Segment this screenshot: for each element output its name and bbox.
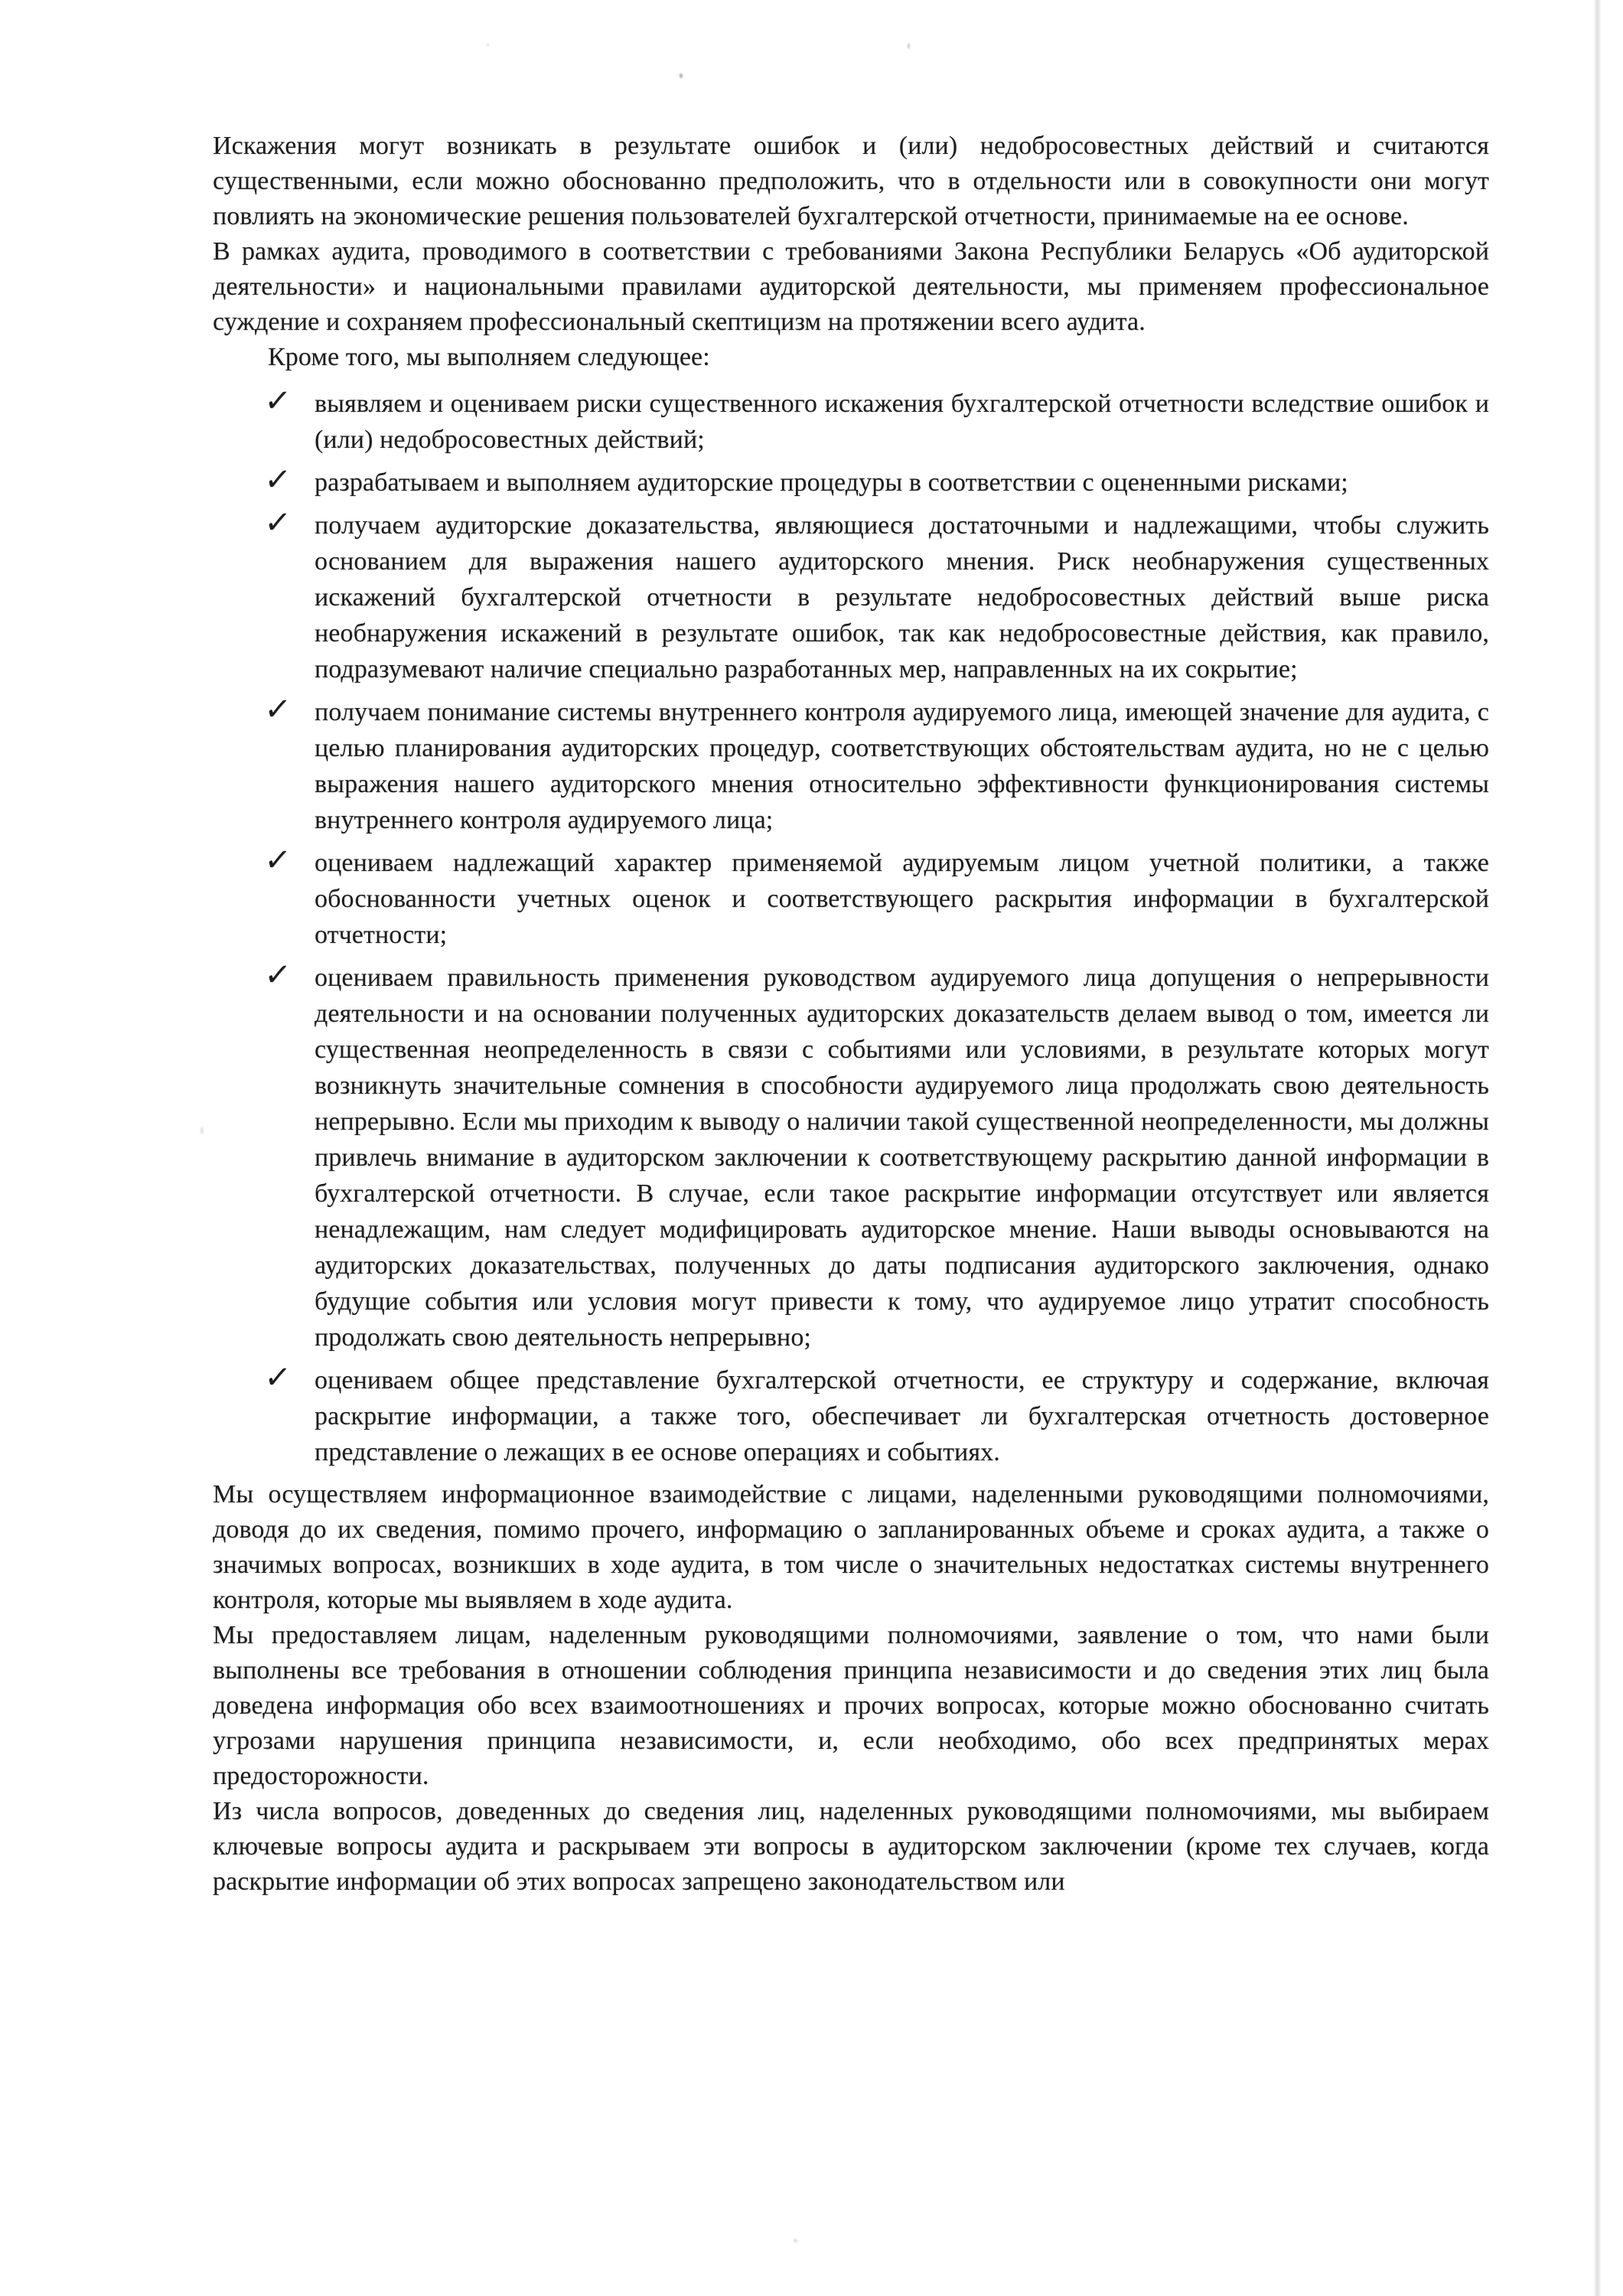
checkmark-icon: ✓ [262, 383, 293, 419]
checkmark-icon: ✓ [262, 957, 293, 993]
checkmark-icon: ✓ [262, 505, 293, 540]
bullet-text: оцениваем правильность применения руководством аудируемого лица допущения о непрерывности деятельности и на основании полученных аудиторских доказательств делаем вывод о том, имеется ли существенная неопределенность в связи с событиями или условиями, в результате которых могут возникнуть значительные сомнения в способности аудируемого лица продолжать свою деятельность непрерывно. Если мы приходим к выводу о наличии такой существенной неопределенности, мы должны привлечь внимание в аудиторском заключении к соответствующему раскрытию данной информации в бухгалтерской отчетности. В случае, если такое раскрытие информации отсутствует или является ненадлежащим, нам следует модифицировать аудиторское мнение. Наши выводы основываются на аудиторских доказательствах, полученных до даты подписания аудиторского заключения, однако будущие события или условия могут привести к тому, что аудируемое лицо утратит способность продолжать свою деятельность непрерывно; [314, 964, 1489, 1352]
scan-speck [487, 44, 489, 46]
scan-speck [680, 73, 683, 78]
checkmark-icon: ✓ [262, 1360, 293, 1395]
scan-speck [268, 220, 272, 223]
bullet-text: получаем понимание системы внутреннего контроля аудируемого лица, имеющей значение для аудита, с целью планирования аудиторских процедур, соответствующих обстоятельствам аудита, но не с целью выражения нашего аудиторского мнения относительно эффективности функционирования системы внутреннего контроля аудируемого лица; [314, 698, 1489, 834]
scan-speck [200, 1127, 204, 1134]
bullet-list [213, 383, 1489, 1470]
bullet-item-procedures [213, 462, 1489, 501]
paragraph-misstatements: Искажения могут возникать в результате ошибок и (или) недобросовестных действий и считаются существенными, если можно обоснованно предположить, что в отдельности или в совокупности они могут повлиять на экономические решения пользователей бухгалтерской отчетности, принимаемые на ее основе. [213, 132, 1489, 230]
scan-speck [794, 2239, 797, 2242]
paragraph-independence-statement: Мы предоставляем лицам, наделенным руководящими полномочиями, заявление о том, что нами были выполнены все требования в отношении соблюдения принципа независимости и до сведения этих лиц была доведена информация обо всех взаимоотношениях и прочих вопросах, которые можно обоснованно считать угрозами нарушения принципа независимости, и, если необходимо, обо всех предпринятых мерах предосторожности. [213, 1621, 1489, 1790]
bullet-text: разрабатываем и выполняем аудиторские процедуры в соответствии с оцененными рисками; [314, 468, 1348, 497]
bullet-item-accounting-policy [213, 845, 1489, 953]
bullet-item-internal-control [213, 694, 1489, 838]
checkmark-icon: ✓ [262, 843, 293, 878]
paragraph-key-audit-matters: Из числа вопросов, доведенных до сведения лиц, наделенных руководящими полномочиями, мы выбираем ключевые вопросы аудита и раскрываем эти вопросы в аудиторском заключении (кроме тех случаев, когда раскрытие информации об этих вопросах запрещено законодательством или [213, 1797, 1489, 1896]
bullet-item-evidence [213, 507, 1489, 687]
bullet-text: получаем аудиторские доказательства, являющиеся достаточными и надлежащими, чтобы служить основанием для выражения нашего аудиторского мнения. Риск необнаружения существенных искажений бухгалтерской отчетности в результате недобросовестных действий выше риска необнаружения искажений в результате ошибок, так как недобросовестные действия, как правило, подразумевают наличие специально разработанных мер, направленных на их сокрытие; [314, 511, 1489, 683]
bullet-text: выявляем и оцениваем риски существенного искажения бухгалтерской отчетности вследствие ошибок и (или) недобросовестных действий; [314, 390, 1489, 454]
checkmark-icon: ✓ [262, 462, 293, 497]
bullet-item-identify-risks [213, 383, 1489, 458]
checkmark-icon: ✓ [262, 692, 293, 727]
bullet-item-overall-presentation [213, 1362, 1489, 1470]
bullet-text: оцениваем общее представление бухгалтерской отчетности, ее структуру и содержание, включая раскрытие информации, а также того, обеспечивает ли бухгалтерская отчетность достоверное представление о лежащих в ее основе операциях и событиях. [314, 1366, 1489, 1466]
page-content [213, 129, 1489, 1900]
bullet-item-going-concern [213, 957, 1489, 1355]
paragraph-list-intro: Кроме того, мы выполняем следующее: [268, 343, 710, 371]
paragraph-communication: Мы осуществляем информационное взаимодействие с лицами, наделенными руководящими полномочиями, доводя до их сведения, помимо прочего, информацию о запланированных объеме и сроках аудита, а также о значимых вопросах, возникших в ходе аудита, в том числе о значительных недостатках системы внутреннего контроля, которые мы выявляем в ходе аудита. [213, 1480, 1489, 1614]
scan-speck [908, 43, 910, 49]
bullet-text: оцениваем надлежащий характер применяемой аудируемым лицом учетной политики, а также обоснованности учетных оценок и соответствующего раскрытия информации в бухгалтерской отчетности; [314, 849, 1489, 949]
scan-edge-artifact [1594, 0, 1601, 2296]
paragraph-audit-framework: В рамках аудита, проводимого в соответствии с требованиями Закона Республики Беларусь «Об аудиторской деятельности» и национальными правилами аудиторской деятельности, мы применяем профессиональное суждение и сохраняем профессиональный скептицизм на протяжении всего аудита. [213, 237, 1489, 336]
